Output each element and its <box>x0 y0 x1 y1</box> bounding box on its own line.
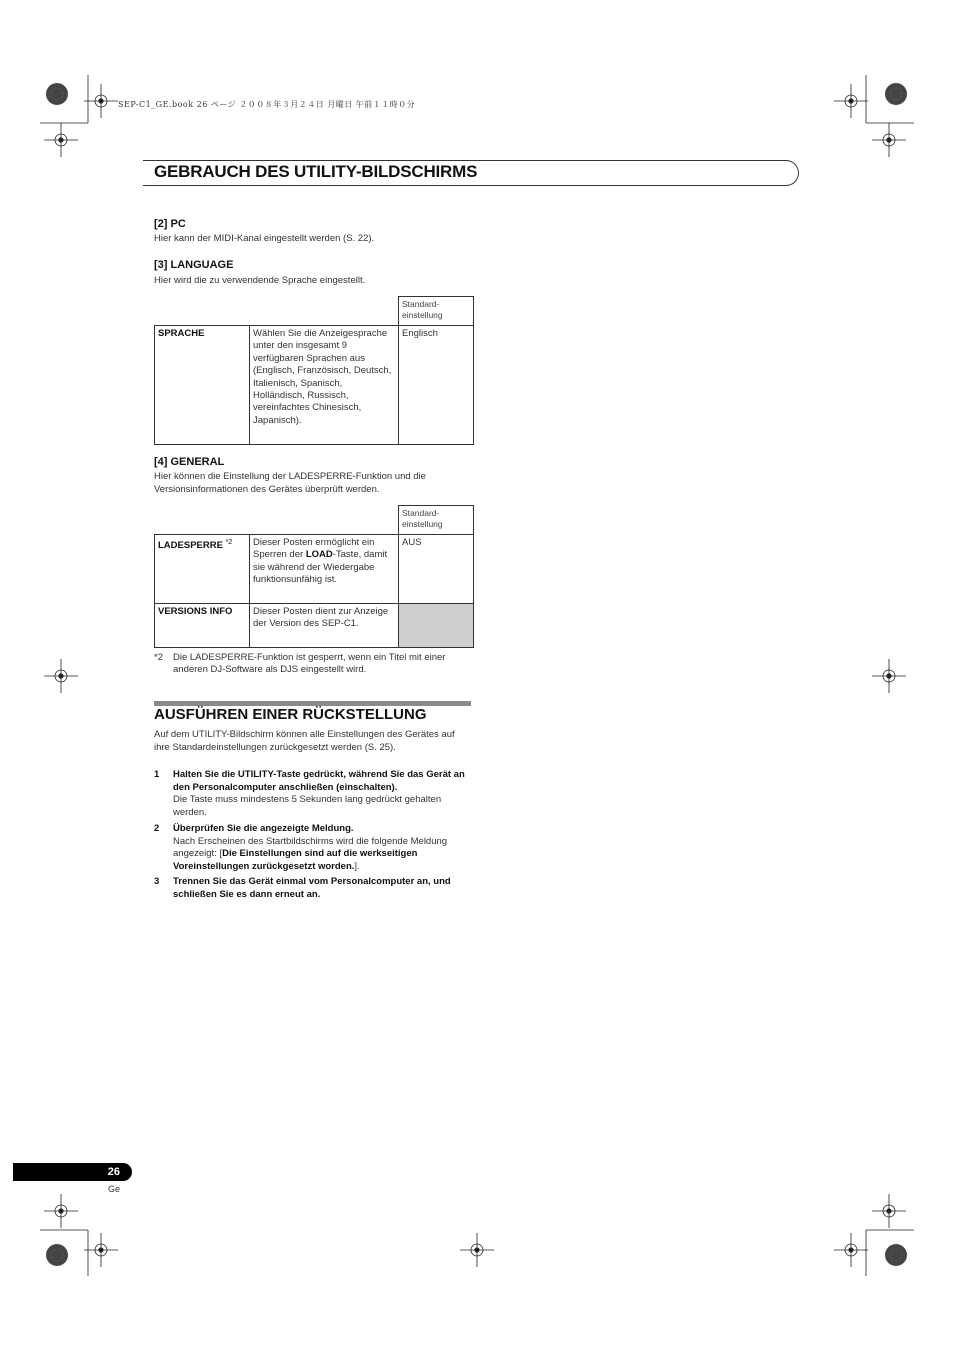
page-number: 26 <box>107 1166 120 1178</box>
sprache-desc: Wählen Sie die Anzeigesprache unter den insgesamt 9 verfügbaren Sprachen aus (Englisch, Französisch, Deutsch, Italienisch, Spanisch, Holländisch, Russisch, vereinfachtes Chinesisch, Japanisch). <box>250 326 399 445</box>
footnote <box>154 652 474 677</box>
ladesperre-desc: Dieser Posten ermöglicht ein Sperren der LOAD-Taste, damit sie während der Wiedergabe funktionsunfähig ist. <box>250 535 399 604</box>
general-table <box>154 505 474 648</box>
language-text: Hier wird die zu verwendende Sprache eingestellt. <box>154 275 366 286</box>
step-3: 3 Trennen Sie das Gerät einmal vom Personalcomputer an, und schließen Sie es dann erneut an. <box>154 876 451 900</box>
footnote-mark: *2 <box>154 652 163 663</box>
page-language: Ge <box>107 1184 120 1194</box>
versions-info-name: VERSIONS INFO <box>155 604 250 648</box>
language-default-header: Standard- einstellung <box>399 297 474 326</box>
section-title: AUSFÜHREN EINER RÜCKSTELLUNG <box>154 706 427 723</box>
versions-info-desc: Dieser Posten dient zur Anzeige der Version des SEP-C1. <box>250 604 399 648</box>
pc-text: Hier kann der MIDI-Kanal eingestellt werden (S. 22). <box>154 233 375 244</box>
sprache-name: SPRACHE <box>155 326 250 445</box>
ladesperre-name: LADESPERRE $^{*2}$ <box>155 535 250 604</box>
sprache-default: Englisch <box>399 326 474 445</box>
general-default-header: Standard- einstellung <box>399 506 474 535</box>
ladesperre-default: AUS <box>399 535 474 604</box>
versions-info-default-empty <box>399 604 474 648</box>
print-info: SEP-C1_GE.book 26 ページ ２００８年３月２４日 月曜日 午前１１時０分 <box>118 100 416 109</box>
general-heading: [4] GENERAL <box>154 456 225 468</box>
step-2: 2 Überprüfen Sie die angezeigte Meldung. Nach Erscheinen des Startbildschirms wird die folgende Meldung angezeigt: [Die Einstellungen sind auf die werkseitigen Voreinstellungen zurückgesetzt worden.]. <box>154 823 448 872</box>
footnote-text: Die LADESPERRE-Funktion ist gesperrt, wenn ein Titel mit einer anderen DJ-Software als DJS eingestellt wird. <box>173 652 446 676</box>
step-1: 1 Halten Sie die UTILITY-Taste gedrückt, während Sie das Gerät an den Personalcomputer anschließen (einschalten). Die Taste muss mindestens 5 Sekunden lang gedrückt gehalten werden. <box>154 769 465 818</box>
page-title: GEBRAUCH DES UTILITY-BILDSCHIRMS <box>154 162 478 181</box>
pc-heading: [2] PC <box>154 218 186 230</box>
ladesperre-note-ref: *2 <box>225 539 233 546</box>
reset-intro: Auf dem UTILITY-Bildschirm können alle Einstellungen des Gerätes auf ihre Standardeinstellungen zurückgesetzt werden (S. 25). <box>154 729 455 753</box>
general-text: Hier können die Einstellung der LADESPERRE-Funktion und die Versionsinformationen des Gerätes überprüft werden. <box>154 471 426 495</box>
language-heading: [3] LANGUAGE <box>154 259 234 271</box>
language-table <box>154 296 474 445</box>
